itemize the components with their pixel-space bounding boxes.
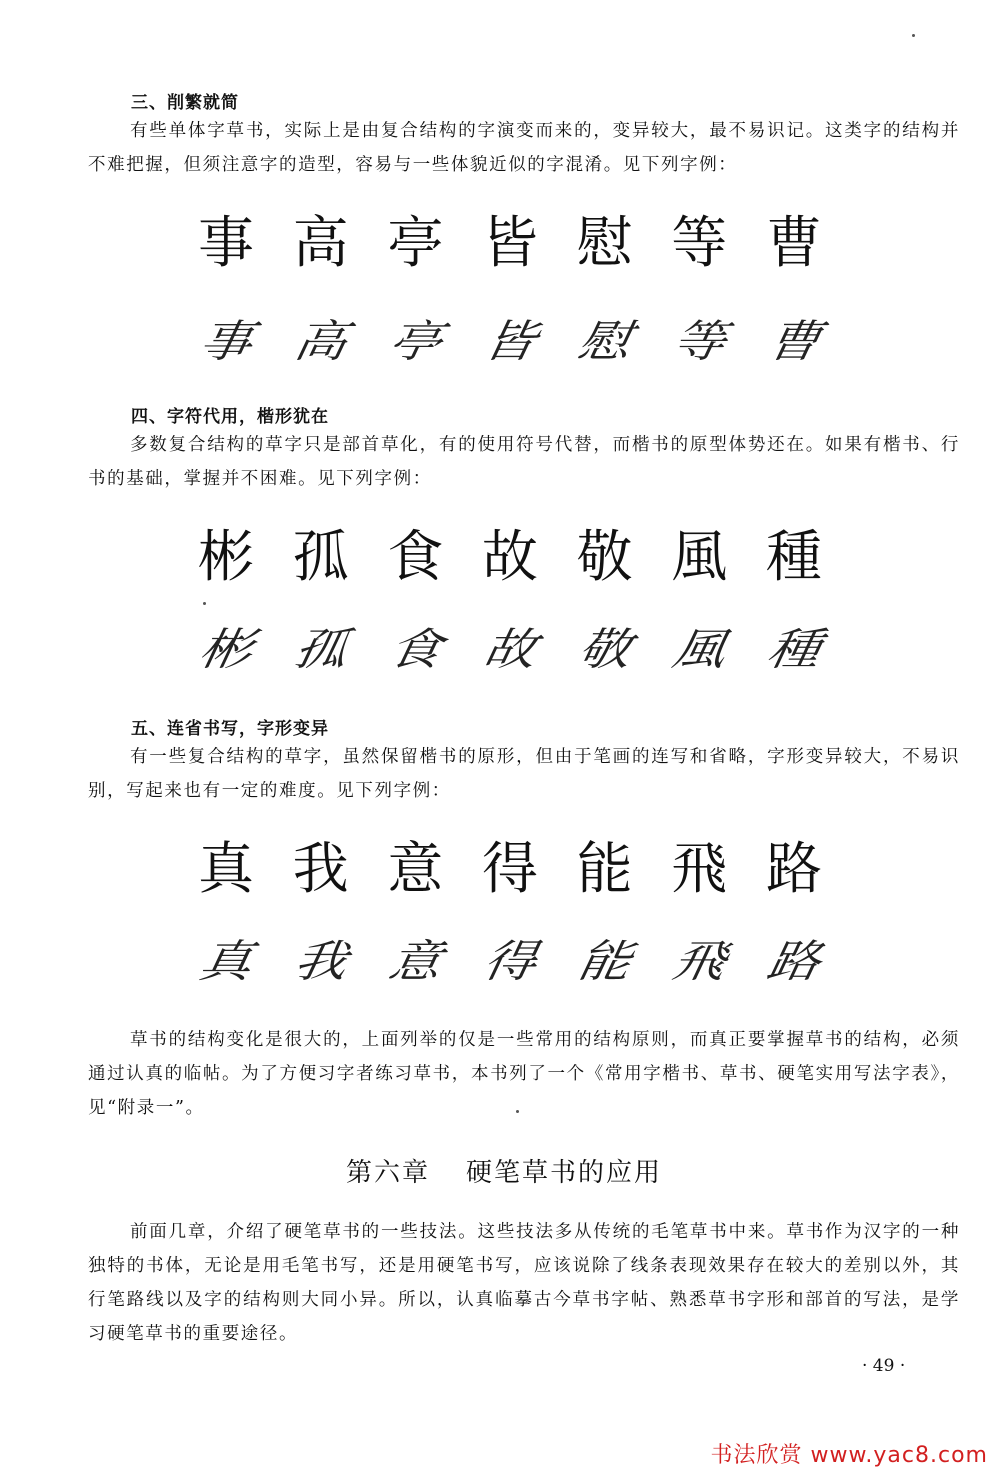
kaishu-char: 孤: [292, 525, 349, 590]
kaishu-char: 曹: [765, 211, 822, 276]
caoshu-char: 亭: [384, 316, 446, 368]
scan-speck: [912, 34, 915, 37]
caoshu-char: 能: [574, 936, 636, 988]
caoshu-char: 路: [763, 936, 825, 988]
kaishu-char: 食: [387, 525, 444, 590]
caoshu-char: 我: [290, 936, 352, 988]
caoshu-row-3: [185, 315, 835, 369]
kaishu-row-3: [190, 212, 830, 276]
caoshu-char: 真: [195, 936, 257, 988]
kaishu-char: 高: [292, 211, 349, 276]
kaishu-char: 得: [481, 837, 538, 902]
caoshu-char: 等: [668, 316, 730, 368]
kaishu-row-4: [190, 526, 830, 590]
caoshu-char: 風: [668, 624, 730, 676]
section-heading-5: 五、连省书写，字形变异: [131, 719, 329, 739]
caoshu-char: 食: [384, 624, 446, 676]
chapter-name: 硬笔草书的应用: [466, 1158, 663, 1188]
scan-speck: [516, 1110, 519, 1113]
caoshu-char: 敬: [574, 624, 636, 676]
closing-paragraph: 草书的结构变化是很大的，上面列举的仅是一些常用的结构原则，而真正要掌握草书的结构，必须通过认真的临帖。为了方便习字者练习草书，本书列了一个《常用字楷书、草书、硬笔实用写法字表》，见“附录一”。: [88, 1030, 960, 1118]
kaishu-char: 敬: [576, 525, 633, 590]
kaishu-char: 等: [671, 211, 728, 276]
kaishu-char: 亭: [387, 211, 444, 276]
kaishu-char: 飛: [671, 837, 728, 902]
caoshu-char: 事: [195, 316, 257, 368]
kaishu-char: 我: [292, 837, 349, 902]
kaishu-char: 事: [198, 211, 254, 276]
caoshu-row-4: [185, 623, 835, 677]
kaishu-char: 路: [765, 837, 822, 902]
caoshu-char: 飛: [668, 936, 730, 988]
scan-speck: [203, 602, 206, 605]
caoshu-row-5: [185, 935, 835, 989]
kaishu-char: 種: [765, 525, 822, 590]
caoshu-char: 高: [290, 316, 352, 368]
kaishu-row-5: [190, 838, 830, 902]
watermark: 书法欣赏 www.yac8.com: [710, 1443, 988, 1468]
chapter-paragraph: 前面几章，介绍了硬笔草书的一些技法。这些技法多从传统的毛笔草书中来。草书作为汉字的一种独特的书体，无论是用毛笔书写，还是用硬笔书写，应该说除了线条表现效果存在较大的差别以外，其行笔路线以及字的结构则大同小异。所以，认真临摹古今草书字帖、熟悉草书字形和部首的写法，是学习硬笔草书的重要途径。: [88, 1222, 960, 1344]
caoshu-char: 孤: [290, 624, 352, 676]
caoshu-char: 皆: [479, 316, 541, 368]
kaishu-char: 真: [198, 837, 254, 902]
caoshu-char: 故: [479, 624, 541, 676]
kaishu-char: 能: [576, 837, 633, 902]
kaishu-char: 慰: [576, 211, 633, 276]
kaishu-char: 彬: [198, 525, 254, 590]
kaishu-char: 故: [481, 525, 538, 590]
section-paragraph-4: 多数复合结构的草字只是部首草化，有的使用符号代替，而楷书的原型体势还在。如果有楷书、行书的基础，掌握并不困难。见下列字例：: [88, 435, 960, 489]
caoshu-char: 慰: [574, 316, 636, 368]
section-heading-4: 四、字符代用，楷形犹在: [131, 407, 329, 427]
section-paragraph-5: 有一些复合结构的草字，虽然保留楷书的原形，但由于笔画的连写和省略，字形变异较大，不易识别，写起来也有一定的难度。见下列字例：: [88, 747, 960, 801]
section-heading-3: 三、削繁就简: [131, 93, 239, 113]
caoshu-char: 種: [763, 624, 825, 676]
caoshu-char: 曹: [763, 316, 825, 368]
chapter-number: 第六章: [345, 1158, 430, 1188]
caoshu-char: 得: [479, 936, 541, 988]
caoshu-char: 彬: [195, 624, 257, 676]
caoshu-char: 意: [384, 936, 446, 988]
page-number: · 49 ·: [862, 1356, 906, 1376]
chapter-title: [0, 1152, 1008, 1189]
kaishu-char: 意: [387, 837, 444, 902]
kaishu-char: 風: [671, 525, 728, 590]
kaishu-char: 皆: [481, 211, 538, 276]
section-paragraph-3: 有些单体字草书，实际上是由复合结构的字演变而来的，变异较大，最不易识记。这类字的结构并不难把握，但须注意字的造型，容易与一些体貌近似的字混淆。见下列字例：: [88, 121, 960, 175]
